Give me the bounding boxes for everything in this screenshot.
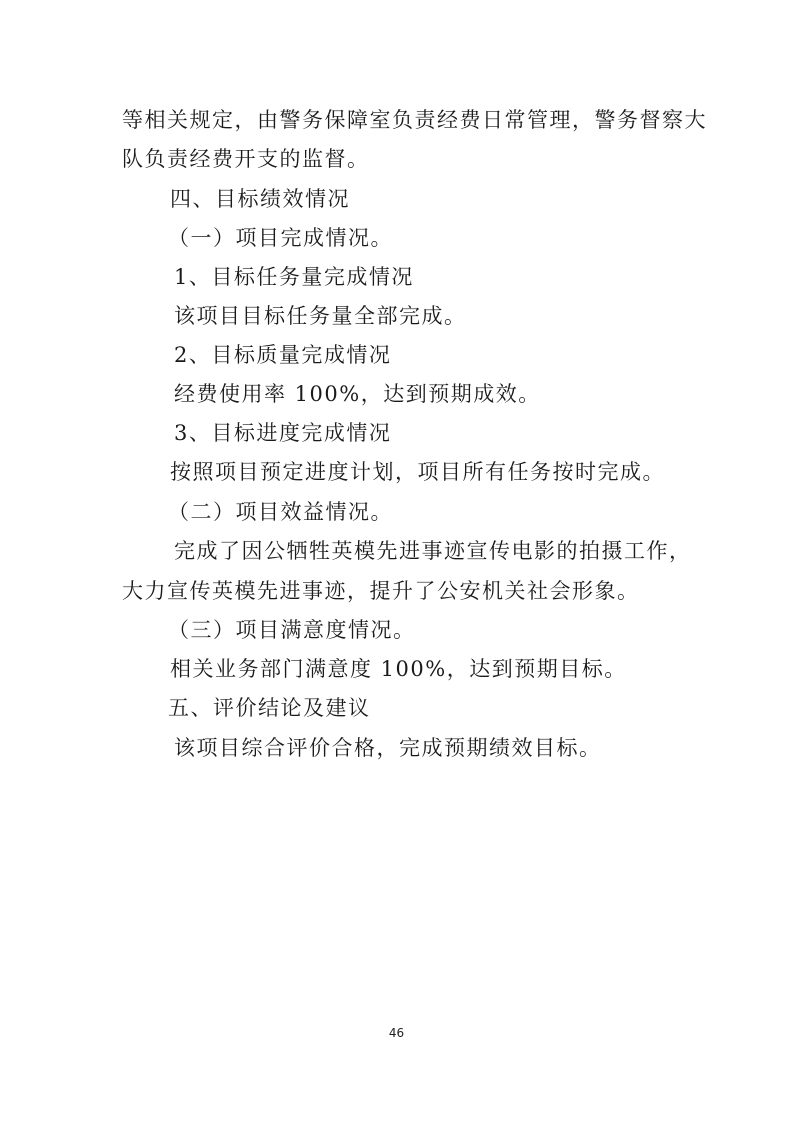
body-text-line: 大力宣传英模先进事迹，提升了公安机关社会形象。: [122, 579, 640, 603]
section-heading: 四、目标绩效情况: [170, 187, 350, 211]
body-text-line: 队负责经费开支的监督。: [122, 147, 370, 171]
item-heading: 3、目标进度完成情况: [174, 421, 392, 445]
body-text-line: 该项目目标任务量全部完成。: [174, 304, 467, 328]
section-heading: 五、评价结论及建议: [168, 696, 371, 720]
body-text-line: 按照项目预定进度计划，项目所有任务按时完成。: [170, 460, 665, 484]
body-text-line: 完成了因公牺牲英模先进事迹宣传电影的拍摄工作，: [174, 539, 692, 563]
subsection-heading: （二）项目效益情况。: [168, 500, 393, 524]
body-text-line: 相关业务部门满意度 100%，达到预期目标。: [170, 657, 627, 681]
subsection-heading: （三）项目满意度情况。: [168, 618, 416, 642]
subsection-heading: （一）项目完成情况。: [168, 226, 393, 250]
item-heading: 1、目标任务量完成情况: [174, 265, 414, 289]
body-text-line: 经费使用率 100%，达到预期成效。: [174, 382, 541, 406]
body-text-line: 该项目综合评价合格，完成预期绩效目标。: [174, 736, 602, 760]
body-text-line: 等相关规定，由警务保障室负责经费日常管理，警务督察大: [122, 108, 707, 132]
item-heading: 2、目标质量完成情况: [174, 343, 392, 367]
page-number: 46: [388, 1026, 405, 1040]
